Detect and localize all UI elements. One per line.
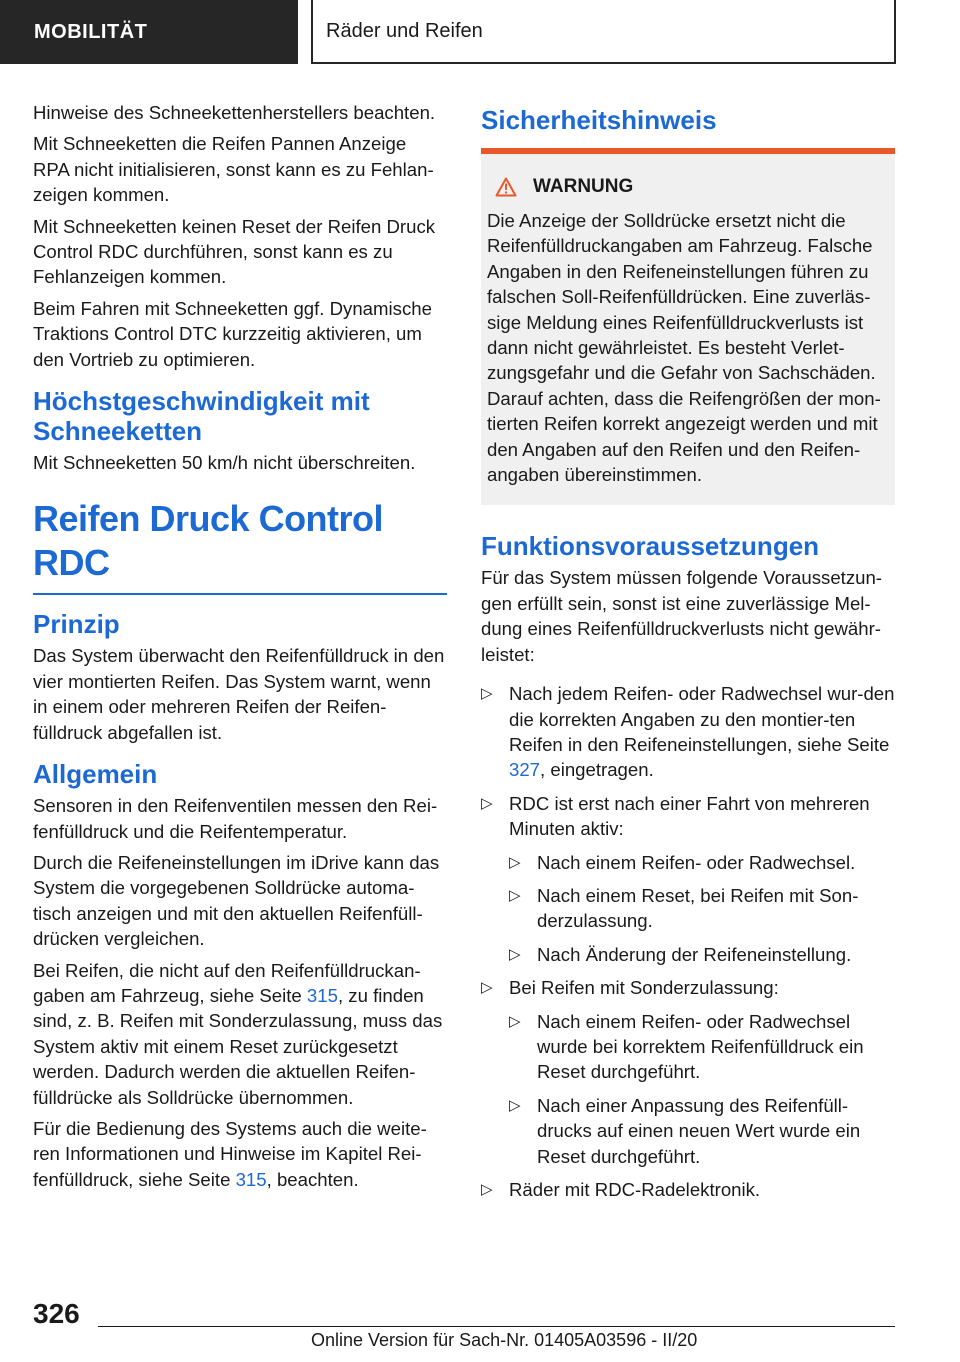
- safety-heading: Sicherheitshinweis: [481, 105, 717, 135]
- list-item: [481, 681, 895, 783]
- intro-paragraph: Beim Fahren mit Schneeketten ggf. Dynamische Traktions Control DTC kurzzeitig aktivieren, um den Vortrieb zu optimieren.: [33, 297, 432, 370]
- general-paragraph: [33, 1116, 447, 1192]
- page-link[interactable]: 327: [509, 759, 541, 781]
- intro-paragraph: Mit Schneeketten keinen Reset der Reifen Druck Control RDC durchführen, sonst kann es zu Fehlanzeigen kommen.: [33, 215, 436, 288]
- header-section-label: MOBILITÄT: [34, 20, 148, 43]
- text: RDC ist erst nach einer Fahrt von mehreren Minuten aktiv:: [509, 792, 870, 840]
- warning-text: Die Anzeige der Solldrücke ersetzt nicht die Reifenfülldruckangaben am Fahrzeug. Falsche Angaben in den Reifeneinstellungen führen zu falschen Soll-Reifenfülldrücken. Eine zuverläs‐sige Meldung eines Reifenfülldruckverlusts ist dann nicht gewährleistet. Es besteht Verlet‐zungsgefahr und die Gefahr von Sachschäden. Darauf achten, dass die Reifengrößen der mon‐tierten Reifen korrekt angezeigt werden und mit den Angaben auf den Reifen und den Reifen‐angaben übereinstimmen.: [487, 210, 881, 486]
- general-paragraph: Durch die Reifeneinstellungen im iDrive kann das System die vorgegebenen Solldrücke automa‐tisch anzeigen und mit den aktuellen Reifenfüll‐drücken vergleichen.: [33, 851, 440, 950]
- text: Für die Bedienung des Systems auch die weite‐ren Informationen und Hinweise im Kapitel Rei‐fenfülldruck, siehe Seite: [33, 1117, 427, 1190]
- rdc-title: Reifen Druck Control RDC: [33, 498, 384, 584]
- footer-online-version: Online Version für Sach-Nr. 01405A03596 - II/20: [311, 1330, 698, 1350]
- warning-title: [495, 176, 887, 198]
- header-section: [0, 0, 298, 64]
- header-chapter: [311, 0, 896, 64]
- text: , beachten.: [266, 1168, 359, 1190]
- principle-text: Das System überwacht den Reifenfülldruck in den vier montierten Reifen. Das System warnt, wenn in einem oder mehreren Reifen der Reifen‐fülldruck abgefallen ist.: [33, 645, 445, 743]
- text: Bei Reifen mit Sonderzulassung:: [509, 977, 779, 999]
- page-link[interactable]: 315: [235, 1168, 267, 1190]
- right-column: [481, 100, 895, 1210]
- title-rule: [33, 593, 447, 595]
- left-column: [33, 100, 447, 1198]
- text: Nach jedem Reifen- oder Radwechsel wur‐den die korrekten Angaben zu den montier‐ten Reifen in den Reifeneinstellungen, siehe Seite: [509, 683, 895, 755]
- requirements-list: [481, 681, 895, 1202]
- sub-list-item: ▷ Nach einem Reifen- oder Radwechsel wurde bei korrektem Reifenfülldruck ein Reset durchgeführt.: [509, 1009, 895, 1085]
- sub-list-item: ▷ Nach einem Reifen- oder Radwechsel.: [509, 850, 895, 875]
- function-heading: Funktionsvoraussetzungen: [481, 531, 820, 562]
- function-intro: Für das System müssen folgende Voraussetzun‐gen erfüllt sein, sonst ist eine zuverlässige Mel‐dung eines Reifenfülldruckverlusts nicht gewähr‐leistet:: [481, 567, 882, 665]
- principle-heading: Prinzip: [33, 609, 120, 640]
- page-number: 326: [33, 1298, 80, 1329]
- sub-list-item: ▷ Nach einer Anpassung des Reifenfüll‐drucks auf einen neuen Wert wurde ein Reset durchgeführt.: [509, 1093, 895, 1169]
- intro-paragraph: Mit Schneeketten die Reifen Pannen Anzeige RPA nicht initialisieren, sonst kann es zu Fehlan‐zeigen kommen.: [33, 133, 434, 206]
- intro-paragraph: Hinweise des Schneekettenherstellers beachten.: [33, 102, 436, 123]
- list-item: [481, 791, 895, 967]
- speed-text: Mit Schneeketten 50 km/h nicht überschreiten.: [33, 452, 416, 474]
- general-paragraph: [33, 958, 447, 1110]
- speed-heading: Höchstgeschwindigkeit mit Schneeketten: [33, 386, 370, 447]
- sub-list-item: ▷ Nach einem Reset, bei Reifen mit Son‐derzulassung.: [509, 883, 895, 934]
- list-item: [481, 975, 895, 1169]
- sub-list: [509, 1009, 895, 1169]
- page-link[interactable]: 315: [306, 984, 338, 1006]
- warning-box: [481, 154, 895, 505]
- sub-list-item: ▷ Nach Änderung der Reifeneinstellung.: [509, 942, 895, 967]
- footer-rule: [98, 1326, 895, 1327]
- general-heading: Allgemein: [33, 759, 158, 790]
- general-paragraph: Sensoren in den Reifenventilen messen den Rei‐fenfülldruck und die Reifentemperatur.: [33, 795, 438, 842]
- text: , zu finden sind, z. B. Reifen mit Sonderzulassung, muss das System aktiv mit einem Reset zurückgesetzt werden. Dadurch werden die aktuellen Reifen‐fülldrücke als Solldrücke übernommen.: [33, 984, 443, 1108]
- sub-list: [509, 850, 895, 968]
- warning-triangle-icon: [495, 177, 517, 197]
- header-chapter-label: Räder und Reifen: [326, 19, 483, 42]
- warning-label: WARNUNG: [533, 176, 634, 197]
- list-item: ▷ Räder mit RDC-Radelektronik.: [481, 1177, 895, 1202]
- text: , eingetragen.: [540, 759, 654, 781]
- text: Bei Reifen, die nicht auf den Reifenfülldruckan‐gaben am Fahrzeug, siehe Seite: [33, 959, 421, 1006]
